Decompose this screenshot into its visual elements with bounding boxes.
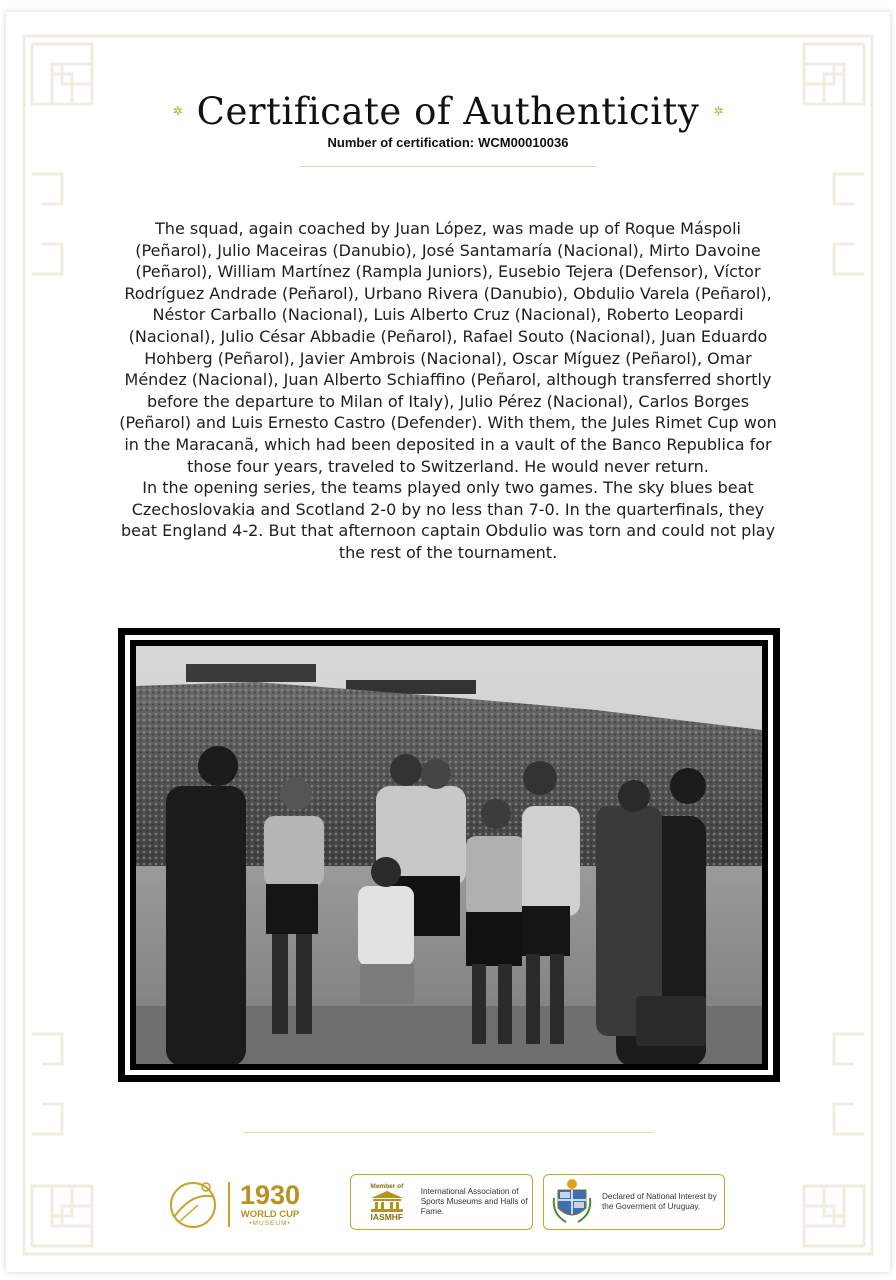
uruguay-coat-of-arms-icon bbox=[550, 1178, 594, 1226]
soccer-ball-icon bbox=[166, 1177, 220, 1231]
header-divider bbox=[300, 166, 596, 167]
title-row bbox=[6, 82, 890, 140]
iasmhf-member-label: Member of bbox=[370, 1182, 404, 1190]
team-photo bbox=[136, 646, 762, 1064]
certification-number bbox=[6, 135, 890, 150]
photo-illustration bbox=[136, 646, 762, 1064]
iasmhf-text: International Association of Sports Museums and Halls of Fame. bbox=[420, 1187, 528, 1216]
museum-line1: WORLD CUP bbox=[240, 1208, 300, 1220]
museum-building-icon bbox=[369, 1190, 405, 1212]
iasmhf-logo bbox=[361, 1179, 413, 1225]
museum-year: 1930 bbox=[240, 1179, 301, 1210]
star-icon: ✲ bbox=[172, 104, 183, 118]
uruguay-text: Declared of National Interest by the Goverment of Uruguay. bbox=[602, 1192, 717, 1211]
body-paragraph: The squad, again coached by Juan López, was made up of Roque Máspoli (Peñarol), Julio Maceiras (Danubio), José Santamaría (Nacional), Mirto Davoine (Peñarol), William Martínez (Rampla Juniors), Eusebio Tejera (Defensor), Víctor Rodríguez Andrade (Peñarol), Urbano Rivera (Danubio), Obdulio Varela (Peñarol), Néstor Carballo (Nacional), Luis Alberto Cruz (Nacional), Roberto Leopardi (Nacional), Julio César Abbadie (Peñarol), Rafael Souto (Nacional), Juan Eduardo Hohberg (Peñarol), Javier Ambrois (Nacional), Oscar Míguez (Peñarol), Omar Méndez (Nacional), Juan Alberto Schiaffino (Peñarol, although transferred shortly before the departure to Milan of Italy), Julio Pérez (Nacional), Carlos Borges (Peñarol) and Luis Ernesto Castro (Defender). With them, the Jules Rimet Cup won in the Maracanã, which had been deposited in a vault of the Banco Republica for those four years, traveled to Switzerland. He would never return. bbox=[119, 219, 777, 476]
uruguay-badge bbox=[543, 1174, 725, 1230]
certification-value: WCM00010036 bbox=[478, 135, 569, 150]
world-cup-museum-logo bbox=[166, 1172, 336, 1236]
body-text bbox=[118, 218, 778, 564]
footer bbox=[6, 1172, 890, 1236]
footer-divider bbox=[244, 1132, 654, 1133]
star-icon: ✲ bbox=[713, 104, 724, 118]
certification-label: Number of certification: bbox=[327, 135, 475, 150]
page-title: Certificate of Authenticity bbox=[196, 89, 700, 133]
museum-line2: •MUSEUM• bbox=[249, 1219, 291, 1227]
iasmhf-badge bbox=[350, 1174, 533, 1230]
iasmhf-name: IASMHF bbox=[370, 1211, 404, 1222]
certificate-page bbox=[6, 12, 890, 1272]
photo-frame bbox=[118, 628, 780, 1082]
body-paragraph: In the opening series, the teams played only two games. The sky blues beat Czechoslovakia and Scotland 2-0 by no less than 7-0. In the quarterfinals, they beat England 4-2. But that afternoon captain Obdulio was torn and could not play the rest of the tournament. bbox=[120, 478, 776, 562]
